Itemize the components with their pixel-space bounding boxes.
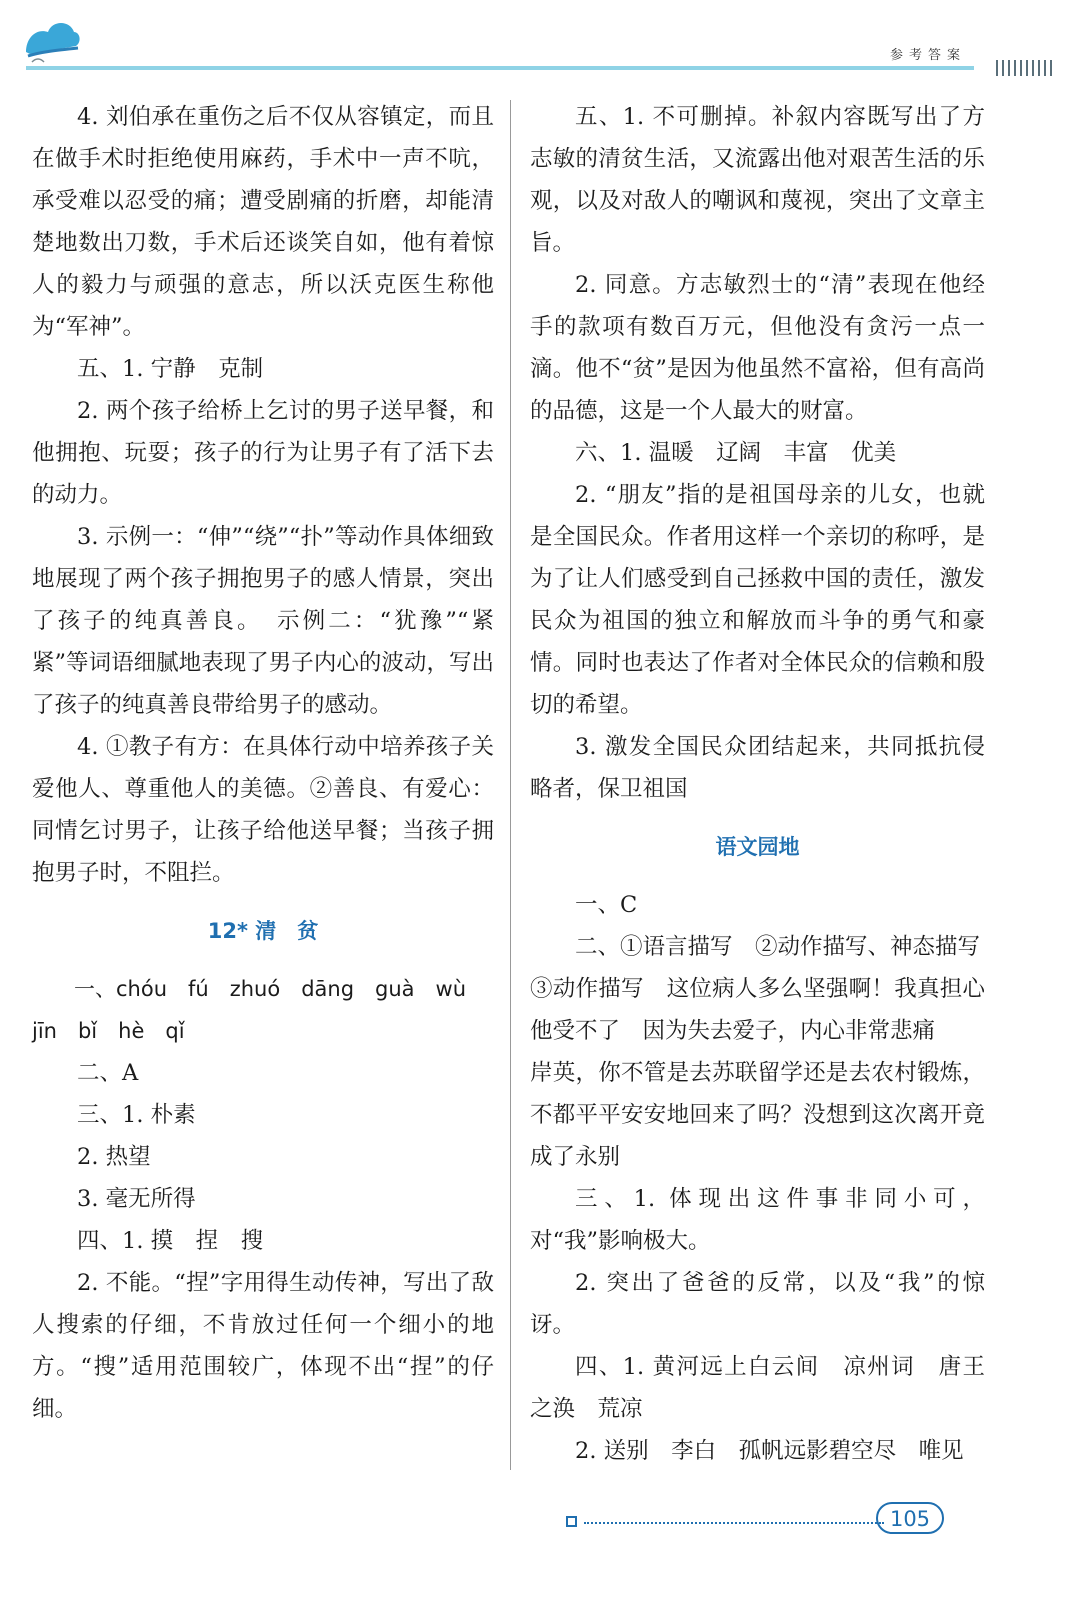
answer-paragraph: 3. 激发全国民众团结起来，共同抵抗侵略者，保卫祖国 — [530, 734, 985, 802]
left-column — [32, 96, 494, 1430]
answer-paragraph: 一、C — [575, 892, 638, 918]
answer-paragraph: 三、1. 体现出这件事非同小可，对“我”影响极大。 — [530, 1186, 985, 1254]
answer-paragraph: 3. 毫无所得 — [77, 1186, 196, 1212]
answer-paragraph: 二、A — [77, 1060, 139, 1086]
answer-paragraph: 四、1. 黄河远上白云间 凉州词 唐王之涣 荒凉 — [530, 1354, 985, 1422]
footer-square-icon — [566, 1516, 577, 1527]
lesson-heading: 12* 清 贫 — [207, 919, 319, 943]
answer-paragraph: 岸英，你不管是去苏联留学还是去农村锻炼，不都平平安安地回来了吗？没想到这次离开竟成了永别 — [530, 1060, 985, 1170]
answer-paragraph: 2. 热望 — [77, 1144, 151, 1170]
footer-dotted-line — [584, 1522, 884, 1524]
answer-paragraph: 4. ①教子有方：在具体行动中培养孩子关爱他人、尊重他人的美德。②善良、有爱心：同情乞讨男子，让孩子给他送早餐；当孩子拥抱男子时，不阻拦。 — [32, 734, 494, 886]
section-heading: 语文园地 — [715, 835, 800, 859]
answer-paragraph: 2. 送别 李白 孤帆远影碧空尽 唯见 — [575, 1438, 964, 1464]
answer-paragraph: 2. 突出了爸爸的反常，以及“我”的惊讶。 — [530, 1270, 985, 1338]
footer-decoration — [566, 1516, 896, 1530]
answer-paragraph: 六、1. 温暖 辽阔 丰富 优美 — [575, 440, 897, 466]
answer-paragraph: 二、①语言描写 ②动作描写、神态描写 — [575, 934, 981, 960]
pinyin-answer-line: 一、chóu fú zhuó dāng guà wù — [74, 977, 467, 1001]
answer-paragraph: 2. “朋友”指的是祖国母亲的儿女，也就是全国民众。作者用这样一个亲切的称呼，是为了让人们感受到自己拯救中国的责任，激发民众为祖国的独立和解放而斗争的勇气和豪情。同时也表达了作者对全体民众的信赖和殷切的希望。 — [530, 482, 985, 718]
answer-paragraph: 三、1. 朴素 — [77, 1102, 196, 1128]
answer-paragraph: 3. 示例一：“伸”“绕”“扑”等动作具体细致地展现了两个孩子拥抱男子的感人情景，突出了孩子的纯真善良。 示例二：“犹豫”“紧紧”等词语细腻地表现了男子内心的波动，写出了孩子的纯真善良带给男子的感动。 — [32, 524, 494, 718]
cloud-logo-icon — [22, 12, 82, 64]
answer-paragraph: 五、1. 不可删掉。补叙内容既写出了方志敏的清贫生活，又流露出他对艰苦生活的乐观，以及对敌人的嘲讽和蔑视，突出了文章主旨。 — [530, 104, 985, 256]
right-column — [530, 96, 985, 1472]
answer-paragraph: 四、1. 摸 捏 搜 — [77, 1228, 264, 1254]
header-title: 参考答案 — [890, 48, 967, 63]
answer-paragraph: 4. 刘伯承在重伤之后不仅从容镇定，而且在做手术时拒绝使用麻药，手术中一声不吭，承受难以忍受的痛；遭受剧痛的折磨，却能清楚地数出刀数，手术后还谈笑自如，他有着惊人的毅力与顽强的意志，所以沃克医生称他为“军神”。 — [32, 104, 494, 340]
header-barcode-decoration — [996, 60, 1056, 76]
answer-paragraph: 2. 不能。“捏”字用得生动传神，写出了敌人搜索的仔细，不肯放过任何一个细小的地方。“搜”适用范围较广，体现不出“捏”的仔细。 — [32, 1270, 494, 1422]
pinyin-answer-line: jīn bǐ hè qǐ — [32, 1019, 185, 1043]
page-header — [0, 0, 1070, 88]
header-rule — [26, 66, 974, 70]
answer-paragraph: 2. 同意。方志敏烈士的“清”表现在他经手的款项有数百万元，但他没有贪污一点一滴。他不“贫”是因为他虽然不富裕，但有高尚的品德，这是一个人最大的财富。 — [530, 272, 985, 424]
answer-paragraph: 五、1. 宁静 克制 — [77, 356, 264, 382]
answer-paragraph: 2. 两个孩子给桥上乞讨的男子送早餐，和他拥抱、玩耍；孩子的行为让男子有了活下去的动力。 — [32, 398, 494, 508]
column-divider — [510, 100, 511, 1470]
page-number: 105 — [876, 1502, 944, 1534]
answer-paragraph: ③动作描写 这位病人多么坚强啊！我真担心他受不了 因为失去爱子，内心非常悲痛 — [530, 976, 985, 1044]
